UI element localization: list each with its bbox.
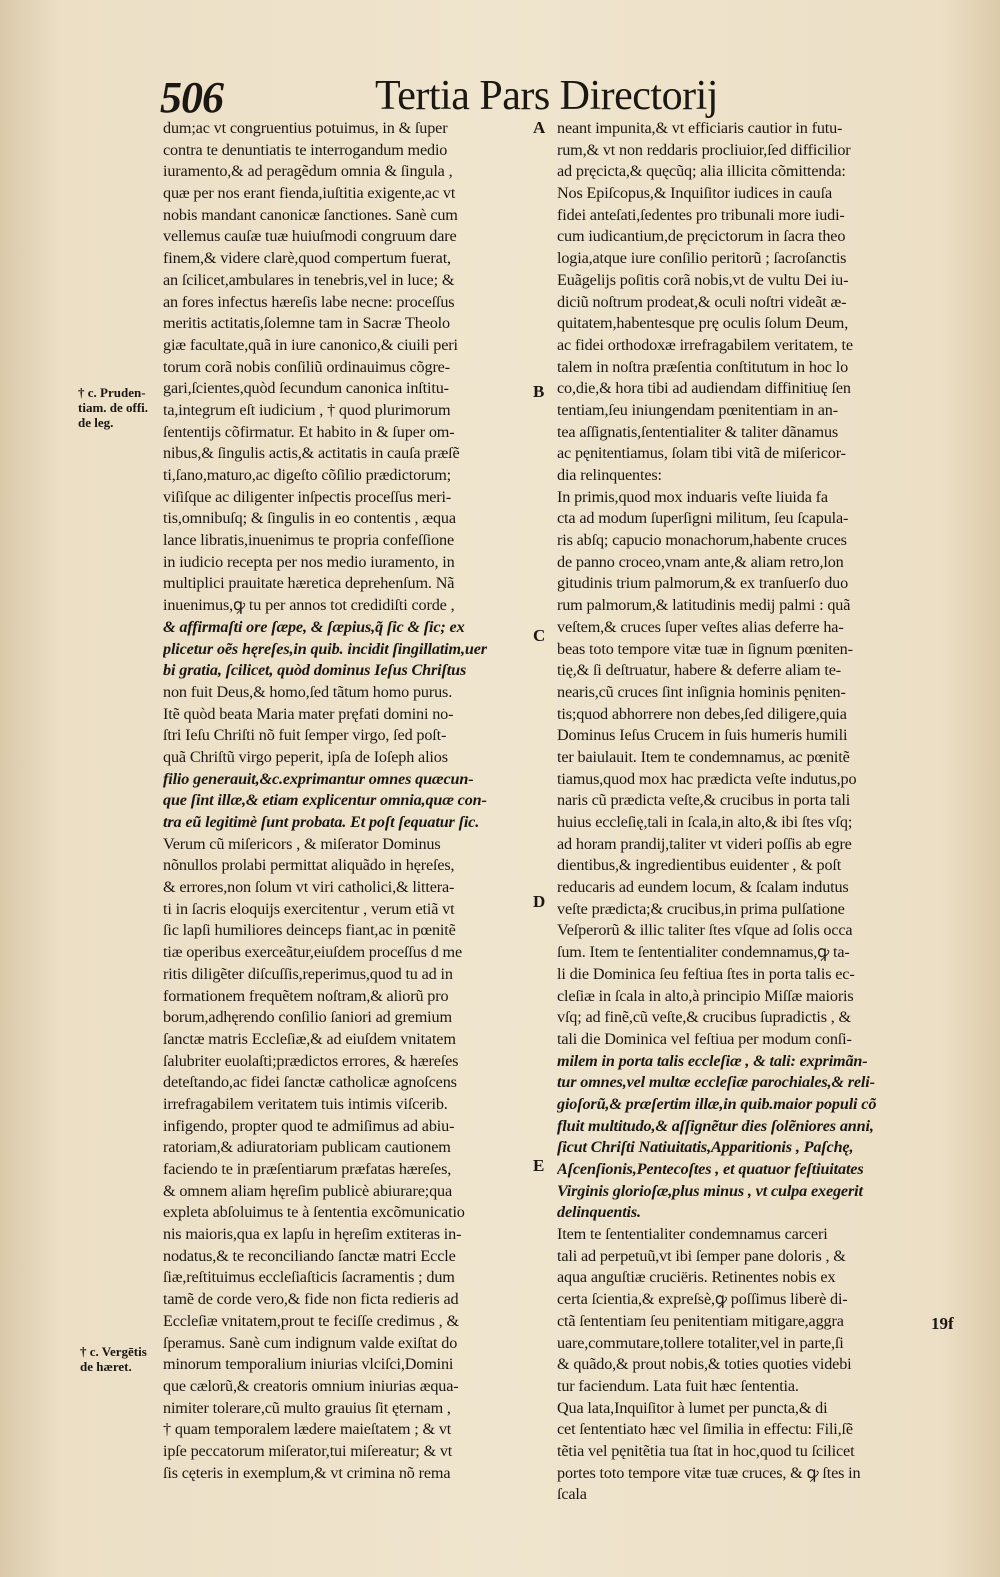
text-line: nimiter tolerare,cũ multo grauius ſit ęternam ,: [163, 1398, 451, 1417]
text-line: ſanctæ matris Eccleſiæ,& ad eiuſdem vnitatem: [163, 1029, 456, 1048]
text-line: rum,& vt non reddaris procliuior,ſed difficilior: [557, 140, 851, 159]
text-line: ter baiulauit. Item te condemnamus, ac pœnitẽ: [557, 747, 850, 766]
margin-note-line: † c. Pruden-: [78, 385, 146, 400]
text-line: tis;quod abhorrere non debes,ſed diligere,quia: [557, 704, 847, 723]
text-line: rum palmorum,& latitudinis medij palmi : quã: [557, 596, 851, 615]
text-line: ta,integrum eſt iudicium , † quod plurimorum: [163, 400, 451, 419]
text-line: bi gratia, ſcilicet, quòd dominus Ieſus Chriſtus: [163, 661, 467, 680]
text-line: & omnem aliam hęreſim publicè abiurare;qua: [163, 1181, 453, 1200]
text-line: giæ facultate,quã in iure canonico,& ciuili peri: [163, 335, 458, 354]
text-line: ad pręcicta,& quęcũq; alia illicita cõmittenda:: [557, 162, 846, 181]
running-title: Tertia Pars Directorij: [375, 73, 718, 119]
text-line: non fuit Deus,& homo,ſed tãtum homo purus.: [163, 682, 453, 701]
text-line: ſalubriter euolaſti;prædictos errores, & hæreſes: [163, 1051, 459, 1070]
text-line: faciendo te in præſentiarum præfatas hæreſes,: [163, 1160, 452, 1178]
text-line: nearis,cũ cruces ſint inſignia hominis pęniten-: [557, 682, 846, 701]
text-line: gari,ſcientes,quòd ſecundum canonica inſtitu-: [163, 379, 449, 398]
text-line: meritis actitatis,ſolemne tam in Sacræ Theolo: [163, 314, 450, 333]
text-line: de panno croceo,vnam ante,& aliam retro,lon: [557, 552, 844, 571]
section-letter-b: B: [533, 382, 545, 401]
text-line: ſententijs cõfirmatur. Et habito in & ſuper om-: [163, 422, 455, 441]
section-letter-e: E: [533, 1156, 545, 1175]
text-line: tur omnes,vel multæ eccleſiæ parochiales,& reli-: [557, 1073, 875, 1092]
text-line: cleſiæ in ſcala in alto,à principio Miſſæ maioris: [557, 986, 854, 1005]
text-line: vellemus cauſæ tuæ huiuſmodi congruum dare: [163, 227, 457, 246]
text-line: minorum temporalium iniurias vlciſci,Domini: [163, 1355, 454, 1374]
text-line: nis maioris,qua ex lapſu in hęreſim extiteras in-: [163, 1225, 462, 1244]
text-line: Qua lata,Inquiſitor à lumet per puncta,& di: [557, 1398, 828, 1417]
text-line: aqua anguſtiæ cruciëris. Retinentes nobis ex: [557, 1268, 836, 1287]
text-line: beas toto tempore vitæ tuæ in ſignum pœniten-: [557, 639, 853, 658]
text-line: dientibus,& ingredientibus euidenter , & poſt: [557, 856, 842, 875]
text-line: huius eccleſię,tali in ſcala,in alto,& ibi ſtes vſq;: [557, 813, 853, 831]
section-letter-a: A: [533, 118, 546, 137]
folio-mark: 19f: [931, 1314, 954, 1333]
text-line: Euãgelijs poſitis corã nobis,vt de vultu Dei iu-: [557, 270, 849, 289]
text-line: Nos Epiſcopus,& Inquiſitor iudices in cauſa: [557, 184, 832, 203]
text-line: ſcala: [557, 1485, 587, 1504]
text-line: nõnullos prolabi permittat aliquãdo in hęreſes,: [163, 856, 455, 875]
text-line: gitudinis trium palmorum,& ex tranſuerſo duo: [557, 574, 849, 593]
text-line: tiæ operibus exerceãtur,eiuſdem proceſſus d me: [163, 943, 463, 962]
text-line: ac fidei orthodoxæ irrefragabilem veritatem, te: [557, 335, 853, 354]
text-line: tamẽ de corde vero,& fide non ficta redieris ad: [163, 1290, 459, 1309]
text-line: infigendo, propter quod te admiſimus ad abiu-: [163, 1116, 455, 1135]
text-line: plicetur oẽs hęreſes,in quib. incidit ſingillatim,uer: [163, 639, 487, 658]
text-line: ſic lapſi humiliores deinceps fiant,ac in pœnitẽ: [163, 921, 456, 940]
text-line: ſiæ,reſtituimus eccleſiaſticis ſacramentis ; dum: [163, 1268, 455, 1287]
text-line: que cælorũ,& creatoris omnium iniurias æqua-: [163, 1376, 459, 1395]
text-line: neant impunita,& vt efficiaris cautior in futu-: [557, 119, 843, 137]
text-line: Veſperorũ & illic taliter ſtes vſque ad ſolis occa: [557, 921, 853, 940]
text-line: Itẽ quòd beata Maria mater pręfati domini no-: [163, 704, 454, 723]
text-line: lance libratis,inuenimus te propria confeſſione: [163, 531, 454, 550]
text-line: nobis mandant canonicæ ſanctiones. Sanè cum: [163, 205, 458, 224]
page-number: 506: [160, 73, 223, 122]
text-line: † quam temporalem lædere maieſtatem ; & vt: [163, 1420, 452, 1439]
text-line: tur faciendum. Lata fuit hæc ſententia.: [557, 1376, 799, 1395]
margin-note-vergentis: [80, 1344, 160, 1374]
margin-note-prudentiam: [78, 385, 158, 430]
text-line: inuenimus,ꝙ tu per annos tot credidiſti corde ,: [163, 596, 455, 615]
text-line: portes toto tempore vitæ tuæ cruces, & ꝙ ſtes in: [557, 1463, 861, 1482]
text-line: formationem frequẽtem noſtram,& aliorũ pro: [163, 986, 449, 1005]
text-line: li die Dominica ſeu feſtiua ſtes in porta talis ec-: [557, 964, 855, 983]
text-line: ſperamus. Sanè cum indignum valde exiſtat do: [163, 1333, 458, 1352]
text-line: Verum cũ miſericors , & miſerator Dominus: [163, 834, 441, 853]
text-line: quã Chriſtũ virgo peperit, ipſa de Ioſeph alios: [163, 747, 448, 766]
text-line: delinquentis.: [557, 1203, 641, 1222]
text-line: cum iudicantium,de pręcictorum in ſacra theo: [557, 227, 846, 246]
margin-note-line: de leg.: [78, 415, 114, 430]
text-line: Item te ſententialiter condemnamus carceri: [557, 1225, 828, 1244]
left-text-column: [163, 118, 525, 1484]
text-line: quitatem,habentesque prę oculis ſolum Deum,: [557, 314, 849, 333]
text-line: Virginis glorioſæ,plus minus , vt culpa exegerit: [557, 1181, 863, 1200]
text-line: tis,omnibuſq; & ſingulis in eo contentis , æqua: [163, 509, 456, 528]
text-line: fidei anteſati,ſedentes pro tribunali more iudi-: [557, 205, 845, 224]
text-line: ſum. Item te ſententialiter condemnamus,ꝙ ta-: [557, 943, 850, 962]
text-line: in iudicio recepta per nos medio iuramento, in: [163, 552, 455, 571]
text-line: borum,adhęrendo conſilio ſaniori ad gremium: [163, 1008, 452, 1027]
margin-note-line: de hæret.: [80, 1359, 132, 1374]
text-line: ti in ſacris eloquijs exercitentur , verum etiã vt: [163, 899, 455, 918]
text-line: In primis,quod mox induaris veſte liuida fa: [557, 487, 828, 506]
text-line: naris cũ prædicta veſte,& crucibus in porta tali: [557, 791, 851, 810]
text-line: an fores infectus hæreſis labe necne: proceſſus: [163, 292, 455, 311]
text-line: filio generauit,&c.exprimantur omnes quæcun-: [163, 769, 474, 788]
text-line: nibus,& ſingulis actis,& actitatis in cauſa præſẽ: [163, 444, 460, 463]
text-line: Aſcenſionis,Pentecoſtes , et quatuor feſtiuitates: [557, 1160, 864, 1178]
text-line: veſte prædicta;& crucibus,in prima pulſatione: [557, 899, 845, 918]
text-line: talem in noſtra præſentia conſtitutum in hoc lo: [557, 357, 849, 376]
text-line: multiplici prauitate hæretica deprehenſum. Nã: [163, 574, 455, 593]
text-line: ipſe peccatorum miſerator,tui miſereatur; & vt: [163, 1441, 453, 1460]
text-line: contra te denuntiatis te interrogandum medio: [163, 140, 448, 159]
text-line: & errores,non ſolum vt viri catholici,& littera-: [163, 878, 455, 897]
text-line: tię,& ſi deſtruatur, habere & deferre aliam te-: [557, 661, 841, 680]
text-line: reducaris ad eundem locum, & ſcalam indutus: [557, 878, 849, 897]
text-line: tentiam,ſeu iniungendam pœnitentiam in an-: [557, 400, 838, 419]
section-letter-d: D: [533, 892, 546, 911]
text-line: torum corã nobis conſiliũ ordinauimus cõgre-: [163, 357, 450, 376]
text-line: tiamus,quod mox hac prædicta veſte indutus,po: [557, 769, 857, 788]
text-line: deteſtando,ac fidei ſanctæ catholicæ agnoſcens: [163, 1073, 457, 1092]
text-line: cet ſententiato hæc vel ſimilia in effectu: Fili,ſẽ: [557, 1420, 853, 1439]
text-line: ti,ſano,maturo,ac digeſto cõſilio prædictorum;: [163, 466, 452, 484]
text-line: ſtri Ieſu Chriſti nõ fuit ſemper virgo, ſed poſt-: [163, 726, 447, 745]
text-line: & quãdo,& prout nobis,& toties quoties videbi: [557, 1355, 852, 1374]
text-line: an ſcilicet,ambulares in tenebris,vel in luce; &: [163, 270, 455, 289]
text-line: ctã ſententiam ſeu penitentiam mitigare,aggra: [557, 1311, 844, 1330]
text-line: que ſint illæ,& etiam explicentur omnia,quæ con-: [163, 791, 487, 810]
text-line: cta ad modum ſuperſigni militum, ſeu ſcapula-: [557, 509, 849, 528]
text-line: ratoriam,& adiuratoriam publicam cautionem: [163, 1138, 451, 1157]
right-text-column: [557, 118, 927, 1506]
text-line: ris abſq; capucio monachorum,habente cruces: [557, 531, 847, 550]
text-line: & affirmaſti ore ſæpe, & ſæpius,q̃ ſic & ſic; ex: [163, 617, 465, 636]
text-line: fluit multitudo,& aſſignẽtur dies ſolẽniores anni,: [557, 1116, 874, 1135]
text-line: Dominus Ieſus Crucem in ſuis humeris humili: [557, 726, 848, 745]
margin-note-line: † c. Vergētis: [80, 1344, 147, 1359]
text-line: ſis cęteris in exemplum,& vt crimina nõ rema: [163, 1463, 451, 1482]
margin-note-line: tiam. de offi.: [78, 400, 149, 415]
text-line: dum;ac vt congruentius potuimus, in & ſuper: [163, 119, 448, 137]
text-line: viſiſque ac diligenter inſpectis proceſſus meri-: [163, 487, 452, 506]
text-line: milem in porta talis eccleſiæ , & tali: exprimãn-: [557, 1051, 868, 1070]
text-line: nodatus,& te reconciliando ſanctæ matri Eccle: [163, 1246, 456, 1265]
text-line: iuramento,& ad peragẽdum omnia & ſingula ,: [163, 162, 453, 181]
text-line: ad horam prandij,taliter vt videri poſſis ab egre: [557, 834, 852, 853]
text-line: tẽtia vel pęnitẽtia tua ſtat in hoc,quod tu ſcilicet: [557, 1441, 855, 1460]
text-line: ac pęnitentiamus, ſolam tibi vitã de miſericor-: [557, 444, 846, 463]
text-line: expleta abſoluimus te à ſententia excõmunicatio: [163, 1203, 465, 1222]
text-line: dia relinquentes:: [557, 466, 662, 484]
text-line: uare,commutare,tollere totaliter,vel in parte,ſi: [557, 1333, 844, 1352]
text-line: vſq; ad finẽ,cũ veſte,& crucibus ſupradictis , &: [557, 1008, 851, 1027]
text-line: tra eũ legitimè ſunt probata. Et poſt ſequatur ſic.: [163, 813, 480, 831]
text-line: co,die,& hora tibi ad audiendam diffinitiuę ſen: [557, 379, 851, 398]
text-line: veſtem,& cruces ſuper veſtes alias deferre ha-: [557, 617, 844, 636]
text-line: logia,atque iure conſilio peritorũ ; ſacroſanctis: [557, 249, 847, 268]
text-line: tali die Dominica vel feſtiua per modum conſi-: [557, 1029, 852, 1048]
text-line: quæ per nos erant fienda,iuſtitia exigente,ac vt: [163, 184, 456, 203]
text-line: irrefragabilem veritatem tuis intimis viſcerib.: [163, 1094, 448, 1113]
section-letter-c: C: [533, 626, 546, 645]
text-line: ritis diligẽter diſcuſſis,reperimus,quod tu ad in: [163, 964, 453, 983]
text-line: gioſorũ,& præſertim illæ,in quib.maior populi cõ: [557, 1094, 877, 1113]
text-line: tea aſſignatis,ſententialiter & taliter dãnamus: [557, 422, 839, 441]
text-line: diciũ noſtrum prodeat,& oculi noſtri videãt æ-: [557, 292, 847, 311]
text-line: finem,& videre clarè,quod compertum fuerat,: [163, 249, 451, 268]
text-line: certa ſcientia,& expreſsè,ꝙ poſſimus liberè di-: [557, 1290, 848, 1309]
text-line: tali ad perpetuũ,vt ibi ſemper pane doloris , &: [557, 1246, 846, 1265]
text-line: Eccleſiæ vnitatem,prout te feciſſe credimus , &: [163, 1311, 459, 1330]
text-line: ſicut Chriſti Natiuitatis,Apparitionis , Paſchę,: [557, 1138, 854, 1157]
